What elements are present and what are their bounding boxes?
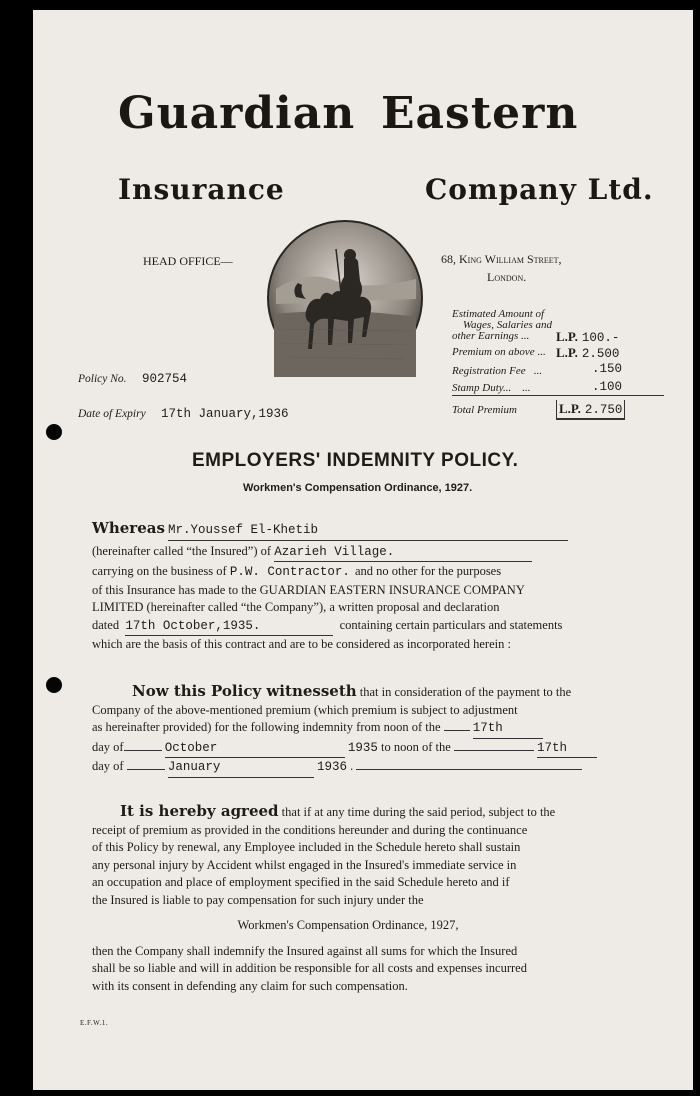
fees-wages-value: L.P. 100.- — [556, 329, 620, 345]
fees-total-rule-top — [452, 395, 664, 396]
whereas-clause — [92, 520, 602, 654]
fees-total-value: L.P. 2.750 — [556, 400, 625, 420]
expiry-date-value: 17th January,1936 — [161, 407, 289, 421]
policy-heading: EMPLOYERS' INDEMNITY POLICY. — [192, 450, 519, 471]
fees-wages-label-line2: Wages, Salaries and — [462, 319, 552, 331]
agreed-ordinance: Workmen's Compensation Ordinance, 1927, — [237, 918, 459, 932]
punch-hole-top — [46, 424, 62, 440]
company-title-word2: Eastern — [381, 88, 579, 139]
witnesseth-line4: day of October 1935 to noon of the 17th — [92, 739, 604, 759]
agreed-line5: an occupation and place of employment specified in the said Schedule hereto and if — [92, 875, 510, 889]
agreed-line8: shall be so liable and will in addition be responsible for all costs and expenses incurred — [92, 961, 527, 975]
witnesseth-line1: Now this Policy witnesseth that in consideration of the payment to the — [132, 682, 572, 700]
witnesseth-line5: day of January 1936 . — [92, 758, 604, 778]
whereas-line4: of this Insurance has made to the GUARDIAN EASTERN INSURANCE COMPANY — [92, 582, 525, 597]
punch-hole-bottom — [46, 677, 62, 693]
agreed-line7: then the Company shall indemnify the Insured against all sums for which the Insured — [92, 943, 518, 958]
policy-number-label: Policy No. — [78, 373, 127, 385]
agreed-line1: It is hereby agreed that if at any time during the said period, subject to the — [120, 802, 556, 820]
fees-registration-value: .150 — [592, 362, 623, 376]
whereas-line5: LIMITED (hereinafter called “the Company”), a written proposal and declaration — [92, 600, 500, 614]
agreed-line9: with its consent in defending any claim for such compensation. — [92, 978, 408, 993]
fees-wages-label-line3: other Earnings ... — [452, 330, 530, 342]
fees-wages-label — [452, 309, 552, 342]
agreed-line2: receipt of premium as provided in the conditions hereunder and during the continuance — [92, 822, 528, 837]
company-subtitle-left: Insurance — [118, 173, 285, 206]
company-subtitle-right: Company Ltd. — [425, 173, 654, 206]
fees-stamp-label: Stamp Duty... ... — [452, 382, 531, 394]
company-title-word1: Guardian — [118, 88, 356, 139]
agreed-line4: any personal injury by Accident whilst engaged in the Insured's immediate service in — [92, 857, 517, 872]
fees-registration-label: Registration Fee ... — [452, 365, 543, 377]
head-office-label: HEAD OFFICE— — [143, 254, 233, 268]
whereas-line1: Whereas Mr.Youssef El-Khetib — [92, 520, 602, 541]
form-code: E.F.W.1. — [80, 1019, 109, 1027]
fees-premium-label: Premium on above ... — [452, 346, 546, 358]
witnesseth-line2: Company of the above-mentioned premium (which premium is subject to adjustment — [92, 702, 518, 717]
whereas-line6: dated 17th October,1935. containing certain particulars and statements — [92, 617, 602, 637]
whereas-line2: (hereinafter called “the Insured”) of Azarieh Village. — [92, 543, 602, 563]
witnesseth-line3: as hereinafter provided) for the following indemnity from noon of the 17th — [92, 719, 604, 739]
agreed-line3: of this Policy by renewal, any Employee included in the Schedule hereto shall sustain — [92, 840, 521, 854]
policy-subheading: Workmen's Compensation Ordinance, 1927. — [243, 482, 473, 494]
fees-stamp-value: .100 — [592, 380, 623, 394]
expiry-date-label: Date of Expiry — [78, 408, 146, 420]
head-office-address-line2: London. — [487, 270, 527, 284]
policy-number-value: 902754 — [142, 372, 188, 386]
whereas-line3: carrying on the business of P.W. Contractor. and no other for the purposes — [92, 564, 502, 579]
company-emblem-camel-rider — [266, 219, 424, 377]
fees-wages-label-line1: Estimated Amount of — [452, 308, 545, 320]
fees-total-label: Total Premium — [452, 404, 517, 416]
agreed-line6: the Insured is liable to pay compensation for such injury under the — [92, 892, 424, 907]
whereas-line7: which are the basis of this contract and are to be considered as incorporated herein : — [92, 637, 511, 651]
fees-premium-value: L.P. 2.500 — [556, 345, 620, 361]
witnesseth-clause — [92, 683, 604, 778]
agreed-clause — [92, 803, 604, 995]
head-office-address-line1: 68, King William Street, — [441, 252, 562, 266]
